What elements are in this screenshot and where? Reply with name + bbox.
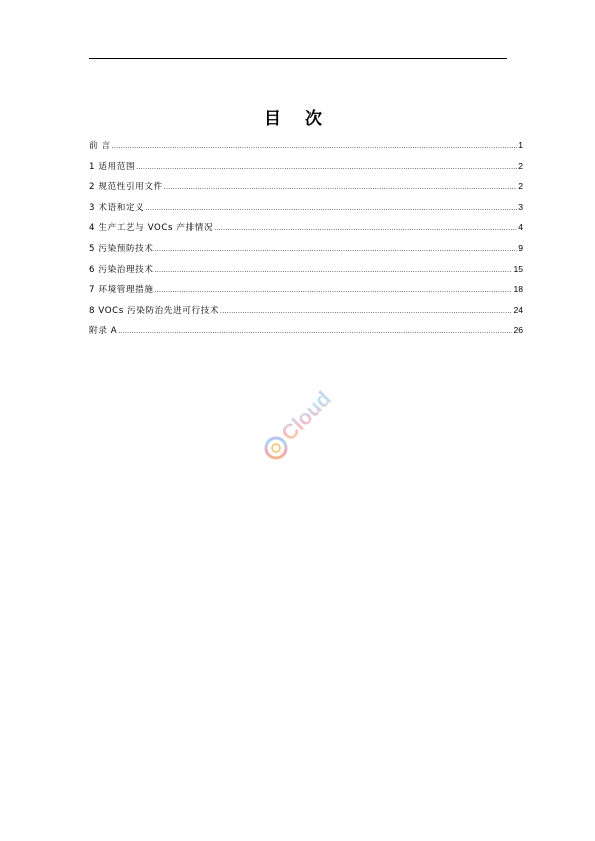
- toc-list: [89, 139, 523, 345]
- toc-entry-label: 前 言: [89, 141, 111, 151]
- toc-entry-label: 8 VOCs 污染防治先进可行技术: [89, 305, 220, 316]
- toc-entry-label: 4 生产工艺与 VOCs 产排情况: [89, 223, 214, 234]
- toc-entry-label: 1 适用范围: [89, 161, 136, 172]
- toc-leader-dots: [220, 306, 512, 318]
- toc-entry-page: 24: [513, 304, 523, 315]
- toc-entry-advanced-technology[interactable]: [89, 304, 523, 325]
- toc-entry-prevention[interactable]: [89, 242, 523, 263]
- toc-entry-terms-definitions[interactable]: [89, 201, 523, 222]
- toc-leader-dots: [118, 326, 512, 338]
- toc-entry-label: 7 环境管理措施: [89, 285, 154, 296]
- toc-entry-label: 6 污染治理技术: [89, 264, 154, 275]
- watermark-text: Cloud: [277, 387, 336, 446]
- toc-entry-label: 3 术语和定义: [89, 202, 145, 213]
- toc-leader-dots: [155, 285, 513, 297]
- toc-entry-page: 1: [518, 140, 523, 150]
- toc-entry-preface[interactable]: [89, 139, 523, 160]
- toc-leader-dots: [214, 223, 517, 235]
- toc-entry-page: 2: [518, 160, 523, 171]
- toc-entry-label: 2 规范性引用文件: [89, 182, 163, 193]
- toc-leader-dots: [164, 182, 517, 194]
- toc-entry-page: 15: [513, 263, 523, 274]
- toc-entry-page: 4: [518, 222, 523, 233]
- toc-title: 目 次: [264, 109, 331, 129]
- toc-leader-dots: [112, 141, 517, 153]
- toc-entry-page: 3: [518, 201, 523, 212]
- toc-entry-management[interactable]: [89, 283, 523, 304]
- toc-entry-label: 附录 A: [89, 326, 118, 337]
- toc-leader-dots: [136, 162, 517, 174]
- toc-entry-page: 2: [518, 181, 523, 192]
- toc-entry-production-process[interactable]: [89, 221, 523, 242]
- toc-entry-appendix-a[interactable]: [89, 324, 523, 345]
- toc-entry-normative-references[interactable]: [89, 180, 523, 201]
- toc-entry-page: 18: [513, 284, 523, 295]
- toc-leader-dots: [155, 244, 518, 256]
- toc-entry-scope[interactable]: [89, 160, 523, 181]
- toc-entry-page: 9: [518, 242, 523, 253]
- toc-leader-dots: [145, 203, 517, 215]
- toc-entry-treatment[interactable]: [89, 263, 523, 284]
- toc-entry-page: 26: [513, 325, 523, 336]
- header-rule: [89, 58, 507, 59]
- toc-entry-label: 5 污染预防技术: [89, 243, 154, 254]
- cloud-watermark: [252, 372, 352, 472]
- toc-leader-dots: [155, 265, 513, 277]
